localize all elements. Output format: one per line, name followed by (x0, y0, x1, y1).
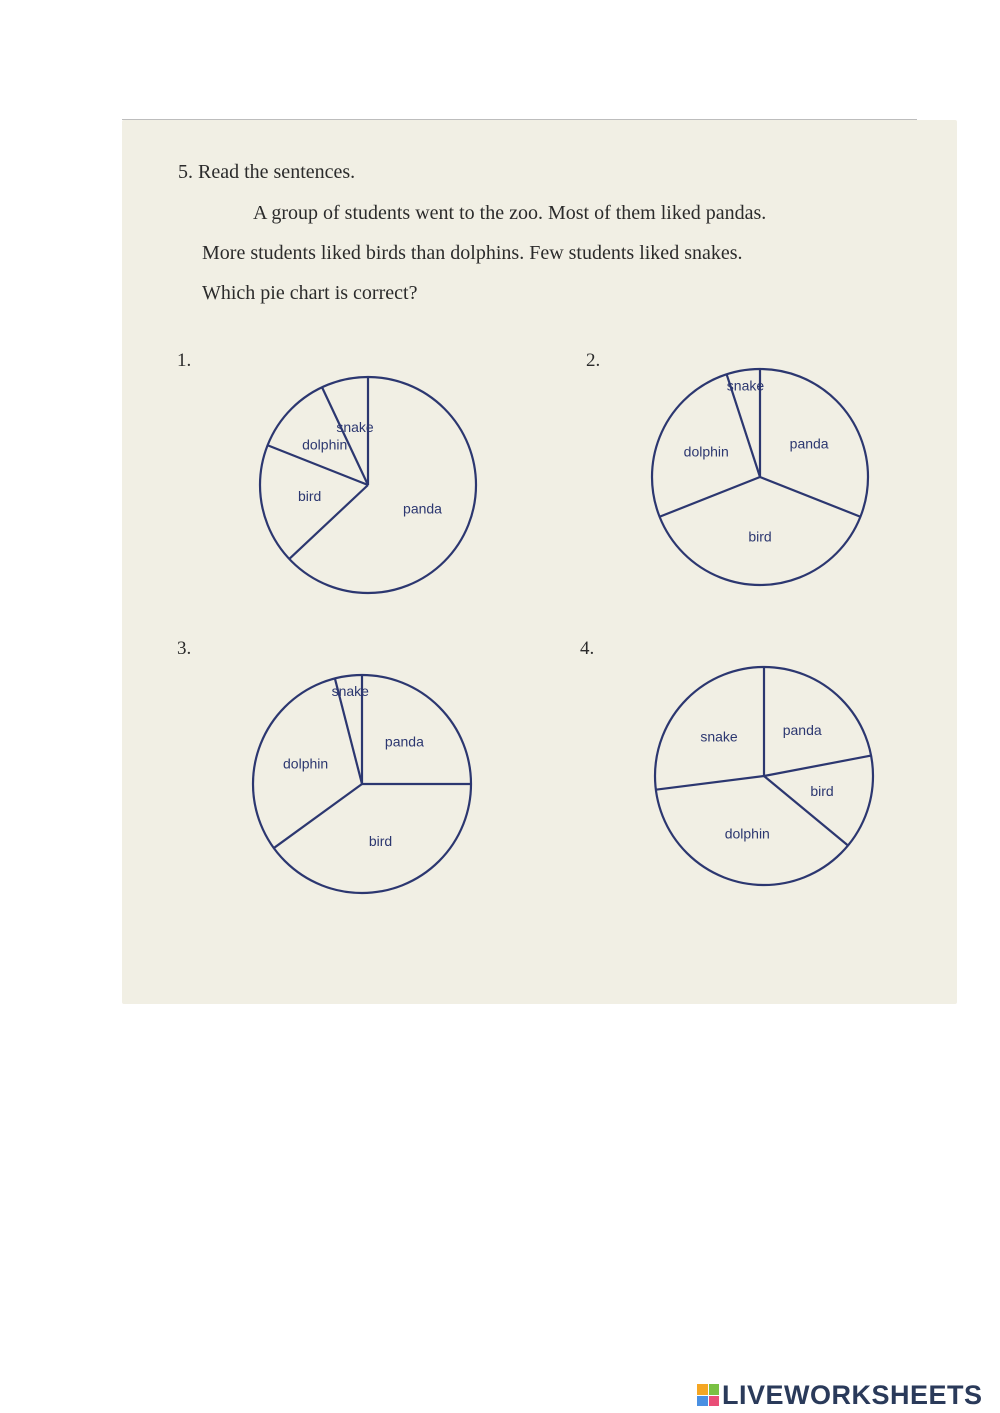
slice-label-snake: snake (331, 682, 369, 699)
option-1-label[interactable]: 1. (177, 350, 192, 371)
question-line-1: A group of students went to the zoo. Most of them liked pandas. (253, 202, 767, 224)
slice-label-snake: snake (700, 728, 738, 745)
slice-label-snake: snake (726, 377, 765, 394)
slice-label-snake: snake (336, 419, 374, 436)
slice-label-dolphin: dolphin (283, 755, 329, 772)
logo-square-4 (709, 1396, 720, 1407)
slice-label-dolphin: dolphin (683, 443, 729, 460)
logo-text: LIVEWORKSHEETS (722, 1379, 983, 1410)
slice-divider-snake (656, 776, 764, 790)
slice-label-panda: panda (403, 500, 442, 517)
option-2-label[interactable]: 2. (586, 350, 601, 371)
slice-label-bird: bird (368, 833, 393, 850)
slice-label-panda: panda (384, 733, 424, 750)
liveworksheets-logo (697, 1379, 983, 1411)
slice-label-panda: panda (782, 721, 822, 738)
slice-label-bird: bird (297, 488, 322, 505)
logo-icon (697, 1384, 719, 1406)
option-3-label[interactable]: 3. (177, 638, 192, 659)
question-line-3: Which pie chart is correct? (202, 282, 418, 304)
slice-divider-dolphin (764, 776, 848, 845)
slice-label-bird: bird (748, 528, 772, 545)
slice-divider-bird (764, 756, 871, 776)
question-title: 5. Read the sentences. (178, 161, 356, 183)
logo-square-3 (697, 1396, 708, 1407)
slice-label-bird: bird (810, 782, 834, 799)
slice-label-dolphin: dolphin (302, 436, 348, 453)
slice-label-dolphin: dolphin (724, 825, 770, 842)
option-4-label[interactable]: 4. (580, 638, 595, 659)
logo-square-1 (697, 1384, 708, 1395)
logo-square-2 (709, 1384, 720, 1395)
slice-label-panda: panda (789, 435, 829, 452)
question-line-2: More students liked birds than dolphins. Few students liked snakes. (202, 242, 743, 264)
